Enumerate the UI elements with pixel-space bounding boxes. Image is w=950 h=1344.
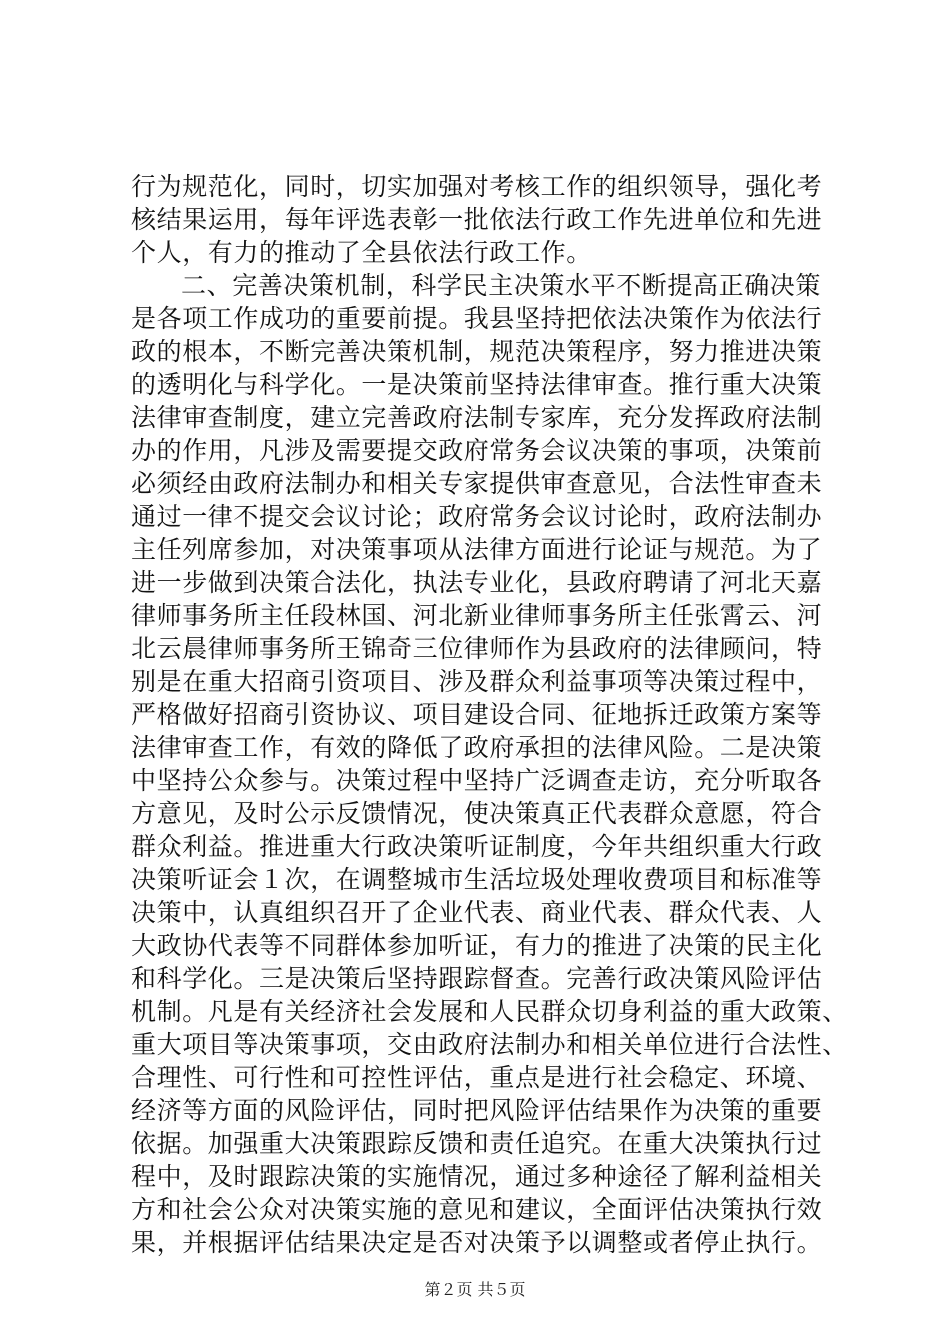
text-line: 通过一律不提交会议讨论；政府常务会议讨论时，政府法制办 (131, 502, 823, 531)
text-line: 大政协代表等不同群体参加听证，有力的推进了决策的民主化 (131, 931, 823, 960)
text-line: 合理性、可行性和可控性评估，重点是进行社会稳定、环境、 (131, 1063, 823, 1092)
text-line: 别是在重大招商引资项目、涉及群众利益事项等决策过程中， (131, 667, 823, 696)
text-line: 群众利益。推进重大行政决策听证制度，今年共组织重大行政 (131, 832, 823, 861)
text-line: 是各项工作成功的重要前提。我县坚持把依法决策作为依法行 (131, 304, 823, 333)
text-line: 法律审查工作，有效的降低了政府承担的法律风险。二是决策 (131, 733, 823, 762)
text-line: 机制。凡是有关经济社会发展和人民群众切身利益的重大政策、 (131, 997, 848, 1026)
text-line: 和科学化。三是决策后坚持跟踪督查。完善行政决策风险评估 (131, 964, 823, 993)
text-line: 决策听证会１次，在调整城市生活垃圾处理收费项目和标准等 (131, 865, 823, 894)
text-line: 个人，有力的推动了全县依法行政工作。 (131, 238, 592, 267)
body-text (131, 170, 848, 1259)
text-line: 政的根本，不断完善决策机制，规范决策程序，努力推进决策 (131, 337, 823, 366)
text-line: 法律审查制度，建立完善政府法制专家库，充分发挥政府法制 (131, 403, 823, 432)
text-line: 进一步做到决策合法化，执法专业化，县政府聘请了河北天嘉 (131, 568, 823, 597)
text-line: 的透明化与科学化。一是决策前坚持法律审查。推行重大决策 (131, 370, 823, 399)
text-line: 中坚持公众参与。决策过程中坚持广泛调查走访，充分听取各 (131, 766, 823, 795)
text-line: 决策中，认真组织召开了企业代表、商业代表、群众代表、人 (131, 898, 823, 927)
text-line: 行为规范化，同时，切实加强对考核工作的组织领导，强化考 (131, 172, 823, 201)
text-line: 主任列席参加，对决策事项从法律方面进行论证与规范。为了 (131, 535, 823, 564)
text-line: 严格做好招商引资协议、项目建设合同、征地拆迁政策方案等 (131, 700, 823, 729)
text-line: 程中，及时跟踪决策的实施情况，通过多种途径了解利益相关 (131, 1162, 823, 1191)
text-line: 重大项目等决策事项，交由政府法制办和相关单位进行合法性、 (131, 1030, 848, 1059)
text-line: 办的作用，凡涉及需要提交政府常务会议决策的事项，决策前 (131, 436, 823, 465)
section-heading-line: 二、完善决策机制，科学民主决策水平不断提高正确决策 (181, 271, 822, 300)
text-line: 北云晨律师事务所王锦奇三位律师作为县政府的法律顾问，特 (131, 634, 823, 663)
text-line: 方和社会公众对决策实施的意见和建议，全面评估决策执行效 (131, 1195, 823, 1224)
text-line: 方意见，及时公示反馈情况，使决策真正代表群众意愿，符合 (131, 799, 823, 828)
text-line: 核结果运用，每年评选表彰一批依法行政工作先进单位和先进 (131, 205, 823, 234)
page-number-footer: 第２页 共５页 (424, 1280, 526, 1299)
text-line: 必须经由政府法制办和相关专家提供审查意见，合法性审查未 (131, 469, 823, 498)
text-line: 果，并根据评估结果决定是否对决策予以调整或者停止执行。 (131, 1228, 823, 1257)
text-line: 律师事务所主任段林国、河北新业律师事务所主任张霄云、河 (131, 601, 823, 630)
text-line: 经济等方面的风险评估，同时把风险评估结果作为决策的重要 (131, 1096, 823, 1125)
text-line: 依据。加强重大决策跟踪反馈和责任追究。在重大决策执行过 (131, 1129, 823, 1158)
